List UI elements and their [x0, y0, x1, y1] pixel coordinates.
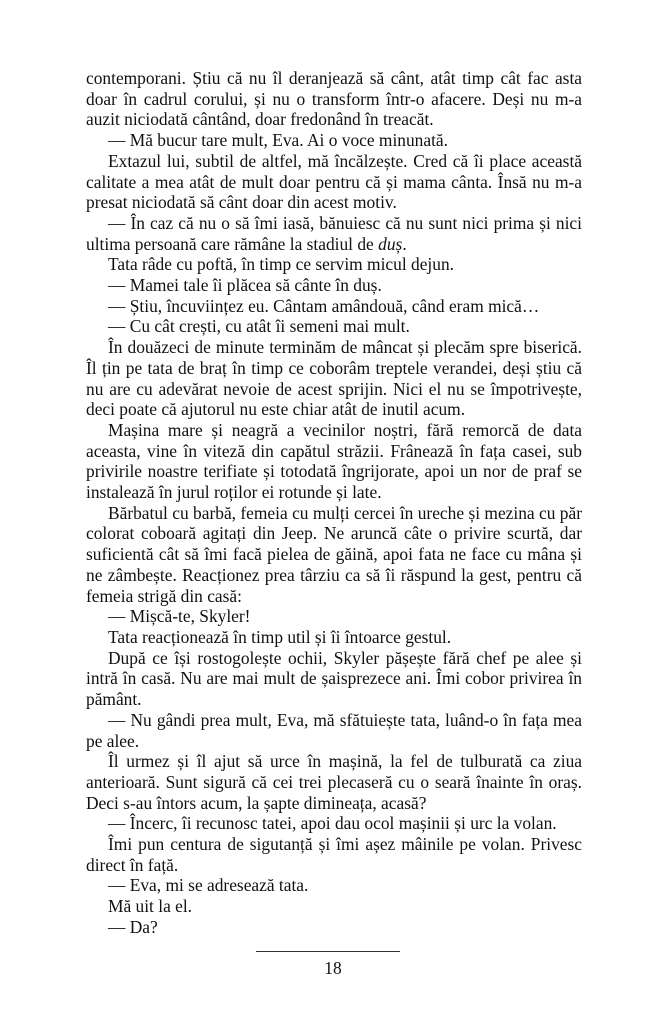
paragraph-13: Tata reacționează în timp util și îi întoarce gestul.: [108, 626, 452, 647]
paragraph-4: [86, 213, 582, 254]
paragraph-15: — Nu gândi prea mult, Eva, mă sfătuiește tata, luând-o în fața mea pe alee.: [86, 709, 582, 751]
paragraph-4-text: — În caz că nu o să îmi iasă, bănuiesc că nu sunt nici prima și nici ultima persoană care rămâne la stadiul de: [86, 212, 582, 254]
paragraph-9: În douăzeci de minute terminăm de mâncat și plecăm spre biserică. Îl țin pe tata de braț în timp ce coborâm treptele verandei, deși știu că nu are cu adevărat nevoie de acest sprijin. Nici el nu se împotrivește, deci poate că ajutorul nu este chiar atât de inutil acum.: [86, 337, 582, 420]
paragraph-14: După ce își rostogolește ochii, Skyler pășește fără chef pe alee și intră în casă. Nu are mai mult de șaisprezece ani. Îmi cobor privirea în pământ.: [86, 647, 582, 710]
paragraph-2: — Mă bucur tare mult, Eva. Ai o voce minunată.: [108, 130, 448, 151]
paragraph-12: — Mișcă-te, Skyler!: [108, 606, 251, 627]
paragraph-21: — Da?: [108, 916, 158, 937]
body-text: [86, 68, 582, 938]
page-number: 18: [324, 958, 342, 978]
paragraph-8: — Cu cât crești, cu atât îi semeni mai mult.: [108, 316, 410, 337]
paragraph-4-italic: duș: [378, 233, 403, 254]
paragraph-20: Mă uit la el.: [108, 896, 193, 917]
paragraph-17: — Încerc, îi recunosc tatei, apoi dau ocol mașinii și urc la volan.: [108, 813, 557, 834]
paragraph-10: Mașina mare și neagră a vecinilor noștri, fără remorcă de data aceasta, vine în viteză din capătul străzii. Frânează în fața casei, sub privirile noastre terifiate și totodată îngrijorate, apoi un nor de praf se instalează în jurul roților ei rotunde și late.: [86, 419, 582, 503]
paragraph-4-end: .: [402, 233, 407, 254]
paragraph-19: — Eva, mi se adresează tata.: [108, 875, 309, 896]
paragraph-6: — Mamei tale îi plăcea să cânte în duș.: [108, 275, 382, 296]
paragraph-1: contemporani. Știu că nu îl deranjează să cânt, atât timp cât fac asta doar în cadrul corului, și nu o transform într-o afacere. Deși nu m-a auzit niciodată cântând, doar fredonând în treacăt.: [86, 68, 582, 130]
footer-divider: [256, 951, 400, 952]
paragraph-3: Extazul lui, subtil de altfel, mă încălzește. Cred că îi place această calitate a mea atât de mult doar pentru că și mama cânta. Însă nu m-a presat niciodată să cânt doar din acest motiv.: [86, 150, 582, 213]
paragraph-11: Bărbatul cu barbă, femeia cu mulți cercei în ureche și mezina cu păr colorat coboară agitați din Jeep. Ne aruncă câte o privire scurtă, dar suficientă cât să îmi facă pielea de găină, apoi fata ne face cu mâna și ne zâmbește. Reacționez prea târziu ca să îi răspund la gest, pentru că femeia strigă din casă:: [86, 502, 582, 606]
paragraph-5: Tata râde cu poftă, în timp ce servim micul dejun.: [108, 254, 454, 275]
paragraph-7: — Știu, încuviințez eu. Cântam amândouă, când eram mică…: [108, 295, 540, 316]
paragraph-18: Îmi pun centura de sigutanță și îmi așez mâinile pe volan. Privesc direct în față.: [86, 834, 582, 875]
paragraph-16: Îl urmez și îl ajut să urce în mașină, la fel de tulburată ca ziua anterioară. Sunt sigură că cei trei plecaseră cu o seară înainte în oraș. Deci s-au întors acum, la șapte dimineața, acasă?: [86, 751, 582, 813]
